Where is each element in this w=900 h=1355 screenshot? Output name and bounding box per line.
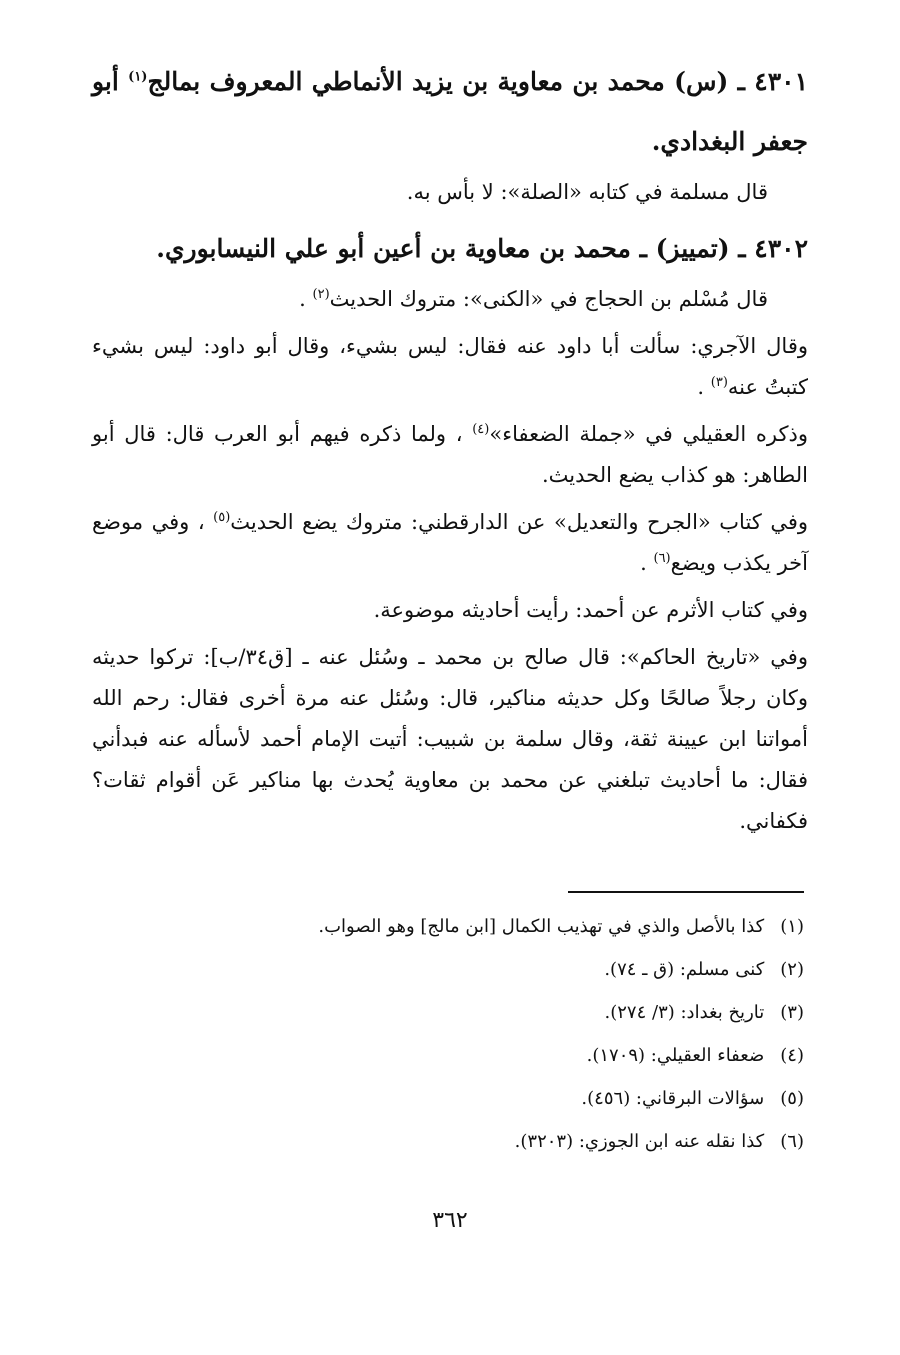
paragraph-uqayli xyxy=(92,414,808,496)
footnote-number: (٢) xyxy=(780,959,804,980)
paragraph-maslama xyxy=(92,172,808,213)
footnote-text: كذا نقله عنه ابن الجوزي: (٣٢٠٣). xyxy=(514,1131,765,1152)
paragraph-text: وذكره العقيلي في «جملة الضعفاء» xyxy=(489,422,808,446)
main-text xyxy=(92,52,808,848)
footnote-ref-2[interactable]: (٢) xyxy=(312,287,330,302)
paragraph-tail: . xyxy=(697,375,711,399)
paragraph-muslim xyxy=(92,279,808,320)
paragraph-text: قال مسلمة في كتابه «الصلة»: لا بأس به. xyxy=(406,180,768,204)
entry-heading-tail: أبو جعفر البغدادي. xyxy=(92,67,808,156)
footnote-ref-4[interactable]: (٤) xyxy=(472,422,490,437)
footnote-item xyxy=(104,1120,804,1163)
footnote-ref-6[interactable]: (٦) xyxy=(653,551,671,566)
paragraph-tail: . xyxy=(299,287,313,311)
footnote-text: كذا بالأصل والذي في تهذيب الكمال [ابن مالج] وهو الصواب. xyxy=(318,916,765,937)
paragraph-athram xyxy=(92,590,808,631)
paragraph-text: وفي كتاب «الجرح والتعديل» عن الدارقطني: متروك يضع الحديث xyxy=(230,510,809,534)
footnote-ref-1[interactable]: (١) xyxy=(128,69,148,85)
footnote-item xyxy=(104,991,804,1034)
footnote-text: سؤالات البرقاني: (٤٥٦). xyxy=(581,1088,765,1109)
paragraph-text: قال مُسْلم بن الحجاج في «الكنى»: متروك الحديث xyxy=(329,287,768,311)
paragraph-ajurri xyxy=(92,326,808,408)
paragraph-tail: ، ولما ذكره فيهم أبو العرب قال: قال أبو الطاهر: هو كذاب يضع الحديث. xyxy=(92,422,808,487)
entry-heading-4301 xyxy=(92,52,808,172)
footnote-number: (٤) xyxy=(780,1045,804,1066)
footnote-text: كنى مسلم: (ق ـ ٧٤). xyxy=(604,959,765,980)
footnote-ref-3[interactable]: (٣) xyxy=(710,375,728,390)
footnote-number: (١) xyxy=(780,916,804,937)
footnote-number: (٦) xyxy=(780,1131,804,1152)
footnote-item xyxy=(104,948,804,991)
footnotes-section xyxy=(104,905,804,1163)
footnote-divider xyxy=(568,891,804,893)
paragraph-text: وقال الآجري: سألت أبا داود عنه فقال: ليس بشيء، وقال أبو داود: ليس بشيء كتبتُ عنه xyxy=(92,334,808,399)
page-number: ٣٦٢ xyxy=(432,1208,468,1233)
footnote-item xyxy=(104,1077,804,1120)
footnote-number: (٣) xyxy=(780,1002,804,1023)
entry-heading-text: ٤٣٠١ ـ (س) محمد بن معاوية بن يزيد الأنماطي المعروف بمالج xyxy=(147,67,808,96)
paragraph-jarh-tadil xyxy=(92,502,808,584)
paragraph-tail: . xyxy=(640,551,654,575)
footnote-text: تاريخ بغداد: (٣/ ٢٧٤). xyxy=(604,1002,765,1023)
footnote-text: ضعفاء العقيلي: (١٧٠٩). xyxy=(586,1045,765,1066)
entry-heading-text: ٤٣٠٢ ـ (تمييز) ـ محمد بن معاوية بن أعين أبو علي النيسابوري. xyxy=(156,234,808,263)
paragraph-text: وفي «تاريخ الحاكم»: قال صالح بن محمد ـ وسُئل عنه ـ [ق٣٤/ب]: تركوا حديثه وكان رجلاً صالحًا وكل حديثه مناكير، قال: وسُئل عنه مرة أخرى فقال: رحم الله أمواتنا ابن عيينة ثقة، وقال سلمة بن شبيب: أتيت الإمام أحمد لأسأله عنه فبدأني فقال: ما أحاديث تبلغني عن محمد بن معاوية يُحدث بها مناكير عَن أقوام ثقات؟ فكفاني. xyxy=(92,645,808,833)
footnote-ref-5[interactable]: (٥) xyxy=(213,510,231,525)
paragraph-hakim xyxy=(92,637,808,842)
footnote-number: (٥) xyxy=(780,1088,804,1109)
footnote-item xyxy=(104,1034,804,1077)
paragraph-text: وفي كتاب الأثرم عن أحمد: رأيت أحاديثه موضوعة. xyxy=(373,598,808,622)
entry-heading-4302 xyxy=(92,219,808,279)
footnote-item xyxy=(104,905,804,948)
paragraph-tail: ، وفي موضع آخر يكذب ويضع xyxy=(92,510,808,575)
